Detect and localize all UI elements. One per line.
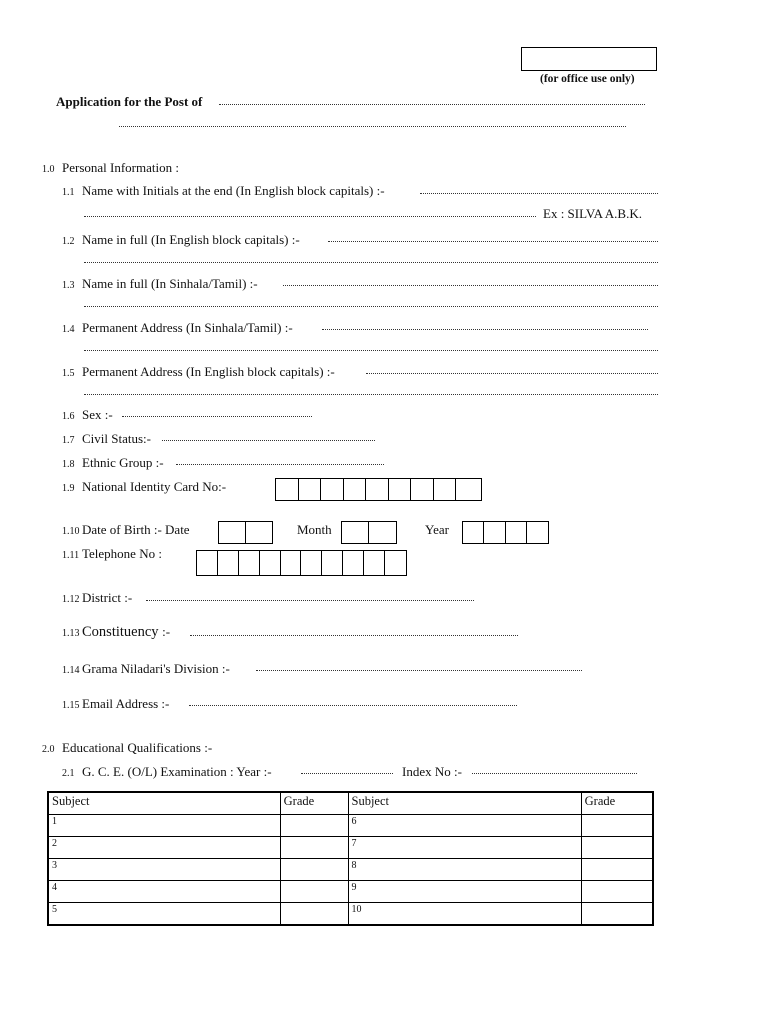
- nic-box[interactable]: [321, 479, 344, 500]
- nic-box[interactable]: [344, 479, 367, 500]
- field-nic-label: 1.9 National Identity Card No:-: [62, 479, 227, 494]
- grade-cell[interactable]: [280, 859, 348, 881]
- nic-box[interactable]: [276, 479, 299, 500]
- dob-date-box[interactable]: [246, 522, 273, 543]
- table-row: [48, 903, 653, 926]
- section-2-title: 2.0 Educational Qualifications :-: [42, 740, 213, 755]
- header-grade: Grade: [581, 792, 653, 815]
- field-grama-niladari-label: 1.14 Grama Niladari's Division :-: [62, 661, 230, 676]
- ethnic-group-line[interactable]: [176, 464, 384, 465]
- ol-results-table: [47, 791, 654, 926]
- civil-status-line[interactable]: [162, 440, 375, 441]
- field-address-sinhala-label: 1.4 Permanent Address (In Sinhala/Tamil) :-: [62, 320, 293, 335]
- grade-cell[interactable]: [280, 881, 348, 903]
- gce-year-line[interactable]: [301, 773, 393, 774]
- telephone-box[interactable]: [281, 551, 302, 575]
- dob-year-boxes[interactable]: [462, 521, 549, 544]
- subject-cell[interactable]: 2: [48, 837, 280, 859]
- telephone-box[interactable]: [301, 551, 322, 575]
- grade-cell[interactable]: [581, 881, 653, 903]
- post-field-line-2[interactable]: [119, 126, 626, 127]
- table-row: [48, 881, 653, 903]
- constituency-line[interactable]: [190, 635, 518, 636]
- table-header-row: [48, 792, 653, 815]
- field-telephone-label: 1.11 Telephone No :: [62, 546, 162, 561]
- field-district-label: 1.12 District :-: [62, 590, 133, 605]
- dob-year-box[interactable]: [463, 522, 484, 543]
- telephone-box[interactable]: [260, 551, 281, 575]
- telephone-box[interactable]: [218, 551, 239, 575]
- subject-cell[interactable]: 9: [348, 881, 581, 903]
- dob-year-label: Year: [425, 522, 449, 537]
- office-use-note: (for office use only): [540, 73, 635, 85]
- table-row: [48, 815, 653, 837]
- address-sinhala-line-2[interactable]: [84, 350, 658, 351]
- address-english-line-2[interactable]: [84, 394, 658, 395]
- grade-cell[interactable]: [581, 903, 653, 926]
- dob-year-box[interactable]: [484, 522, 505, 543]
- telephone-box[interactable]: [343, 551, 364, 575]
- nic-boxes[interactable]: [275, 478, 482, 501]
- field-dob-label: 1.10 Date of Birth :- Date: [62, 522, 190, 537]
- field-sex-label: 1.6 Sex :-: [62, 407, 113, 422]
- dob-date-box[interactable]: [219, 522, 246, 543]
- telephone-box[interactable]: [197, 551, 218, 575]
- header-grade: Grade: [280, 792, 348, 815]
- field-email-label: 1.15 Email Address :-: [62, 696, 170, 711]
- nic-box[interactable]: [299, 479, 322, 500]
- office-use-box[interactable]: [521, 47, 657, 71]
- name-example: Ex : SILVA A.B.K.: [543, 206, 642, 221]
- email-line[interactable]: [189, 705, 517, 706]
- full-name-sinhala-line-1[interactable]: [283, 285, 658, 286]
- field-constituency-label: 1.13 Constituency :-: [62, 624, 171, 640]
- telephone-box[interactable]: [322, 551, 343, 575]
- post-field-line-1[interactable]: [219, 104, 645, 105]
- dob-month-label: Month: [297, 522, 332, 537]
- subject-cell[interactable]: 1: [48, 815, 280, 837]
- nic-box[interactable]: [456, 479, 481, 500]
- address-sinhala-line-1[interactable]: [322, 329, 648, 330]
- address-english-line-1[interactable]: [366, 373, 658, 374]
- telephone-box[interactable]: [239, 551, 260, 575]
- post-label: Application for the Post of: [56, 94, 203, 109]
- field-full-name-english-label: 1.2 Name in full (In English block capitals) :-: [62, 232, 300, 247]
- table-row: [48, 859, 653, 881]
- dob-month-box[interactable]: [342, 522, 369, 543]
- subject-cell[interactable]: 4: [48, 881, 280, 903]
- sex-line[interactable]: [122, 416, 312, 417]
- subject-cell[interactable]: 10: [348, 903, 581, 926]
- dob-month-boxes[interactable]: [341, 521, 397, 544]
- nic-box[interactable]: [389, 479, 412, 500]
- dob-year-box[interactable]: [527, 522, 548, 543]
- subject-cell[interactable]: 5: [48, 903, 280, 926]
- nic-box[interactable]: [366, 479, 389, 500]
- field-name-initials-label: 1.1 Name with Initials at the end (In English block capitals) :-: [62, 183, 385, 198]
- grade-cell[interactable]: [280, 815, 348, 837]
- district-line[interactable]: [146, 600, 474, 601]
- grade-cell[interactable]: [581, 859, 653, 881]
- field-full-name-sinhala-label: 1.3 Name in full (In Sinhala/Tamil) :-: [62, 276, 258, 291]
- header-subject: Subject: [348, 792, 581, 815]
- header-subject: Subject: [48, 792, 280, 815]
- section-1-title: 1.0 Personal Information :: [42, 160, 179, 175]
- grade-cell[interactable]: [581, 815, 653, 837]
- table-row: [48, 837, 653, 859]
- nic-box[interactable]: [434, 479, 457, 500]
- full-name-sinhala-line-2[interactable]: [84, 306, 658, 307]
- field-civil-status-label: 1.7 Civil Status:-: [62, 431, 151, 446]
- name-initials-line-2[interactable]: [84, 216, 536, 217]
- dob-year-box[interactable]: [506, 522, 527, 543]
- telephone-box[interactable]: [385, 551, 406, 575]
- subject-cell[interactable]: 7: [348, 837, 581, 859]
- gce-ol-label: 2.1 G. C. E. (O/L) Examination : Year :-: [62, 764, 272, 779]
- subject-cell[interactable]: 6: [348, 815, 581, 837]
- telephone-boxes[interactable]: [196, 550, 407, 576]
- name-initials-line-1[interactable]: [420, 193, 658, 194]
- dob-month-box[interactable]: [369, 522, 396, 543]
- field-ethnic-group-label: 1.8 Ethnic Group :-: [62, 455, 164, 470]
- full-name-english-line-1[interactable]: [328, 241, 658, 242]
- dob-date-boxes[interactable]: [218, 521, 273, 544]
- nic-box[interactable]: [411, 479, 434, 500]
- grama-niladari-line[interactable]: [256, 670, 582, 671]
- grade-cell[interactable]: [280, 903, 348, 926]
- grade-cell[interactable]: [581, 837, 653, 859]
- telephone-box[interactable]: [364, 551, 385, 575]
- subject-cell[interactable]: 8: [348, 859, 581, 881]
- index-no-label: Index No :-: [402, 764, 462, 779]
- subject-cell[interactable]: 3: [48, 859, 280, 881]
- index-no-line[interactable]: [472, 773, 637, 774]
- field-address-english-label: 1.5 Permanent Address (In English block capitals) :-: [62, 364, 335, 379]
- grade-cell[interactable]: [280, 837, 348, 859]
- full-name-english-line-2[interactable]: [84, 262, 658, 263]
